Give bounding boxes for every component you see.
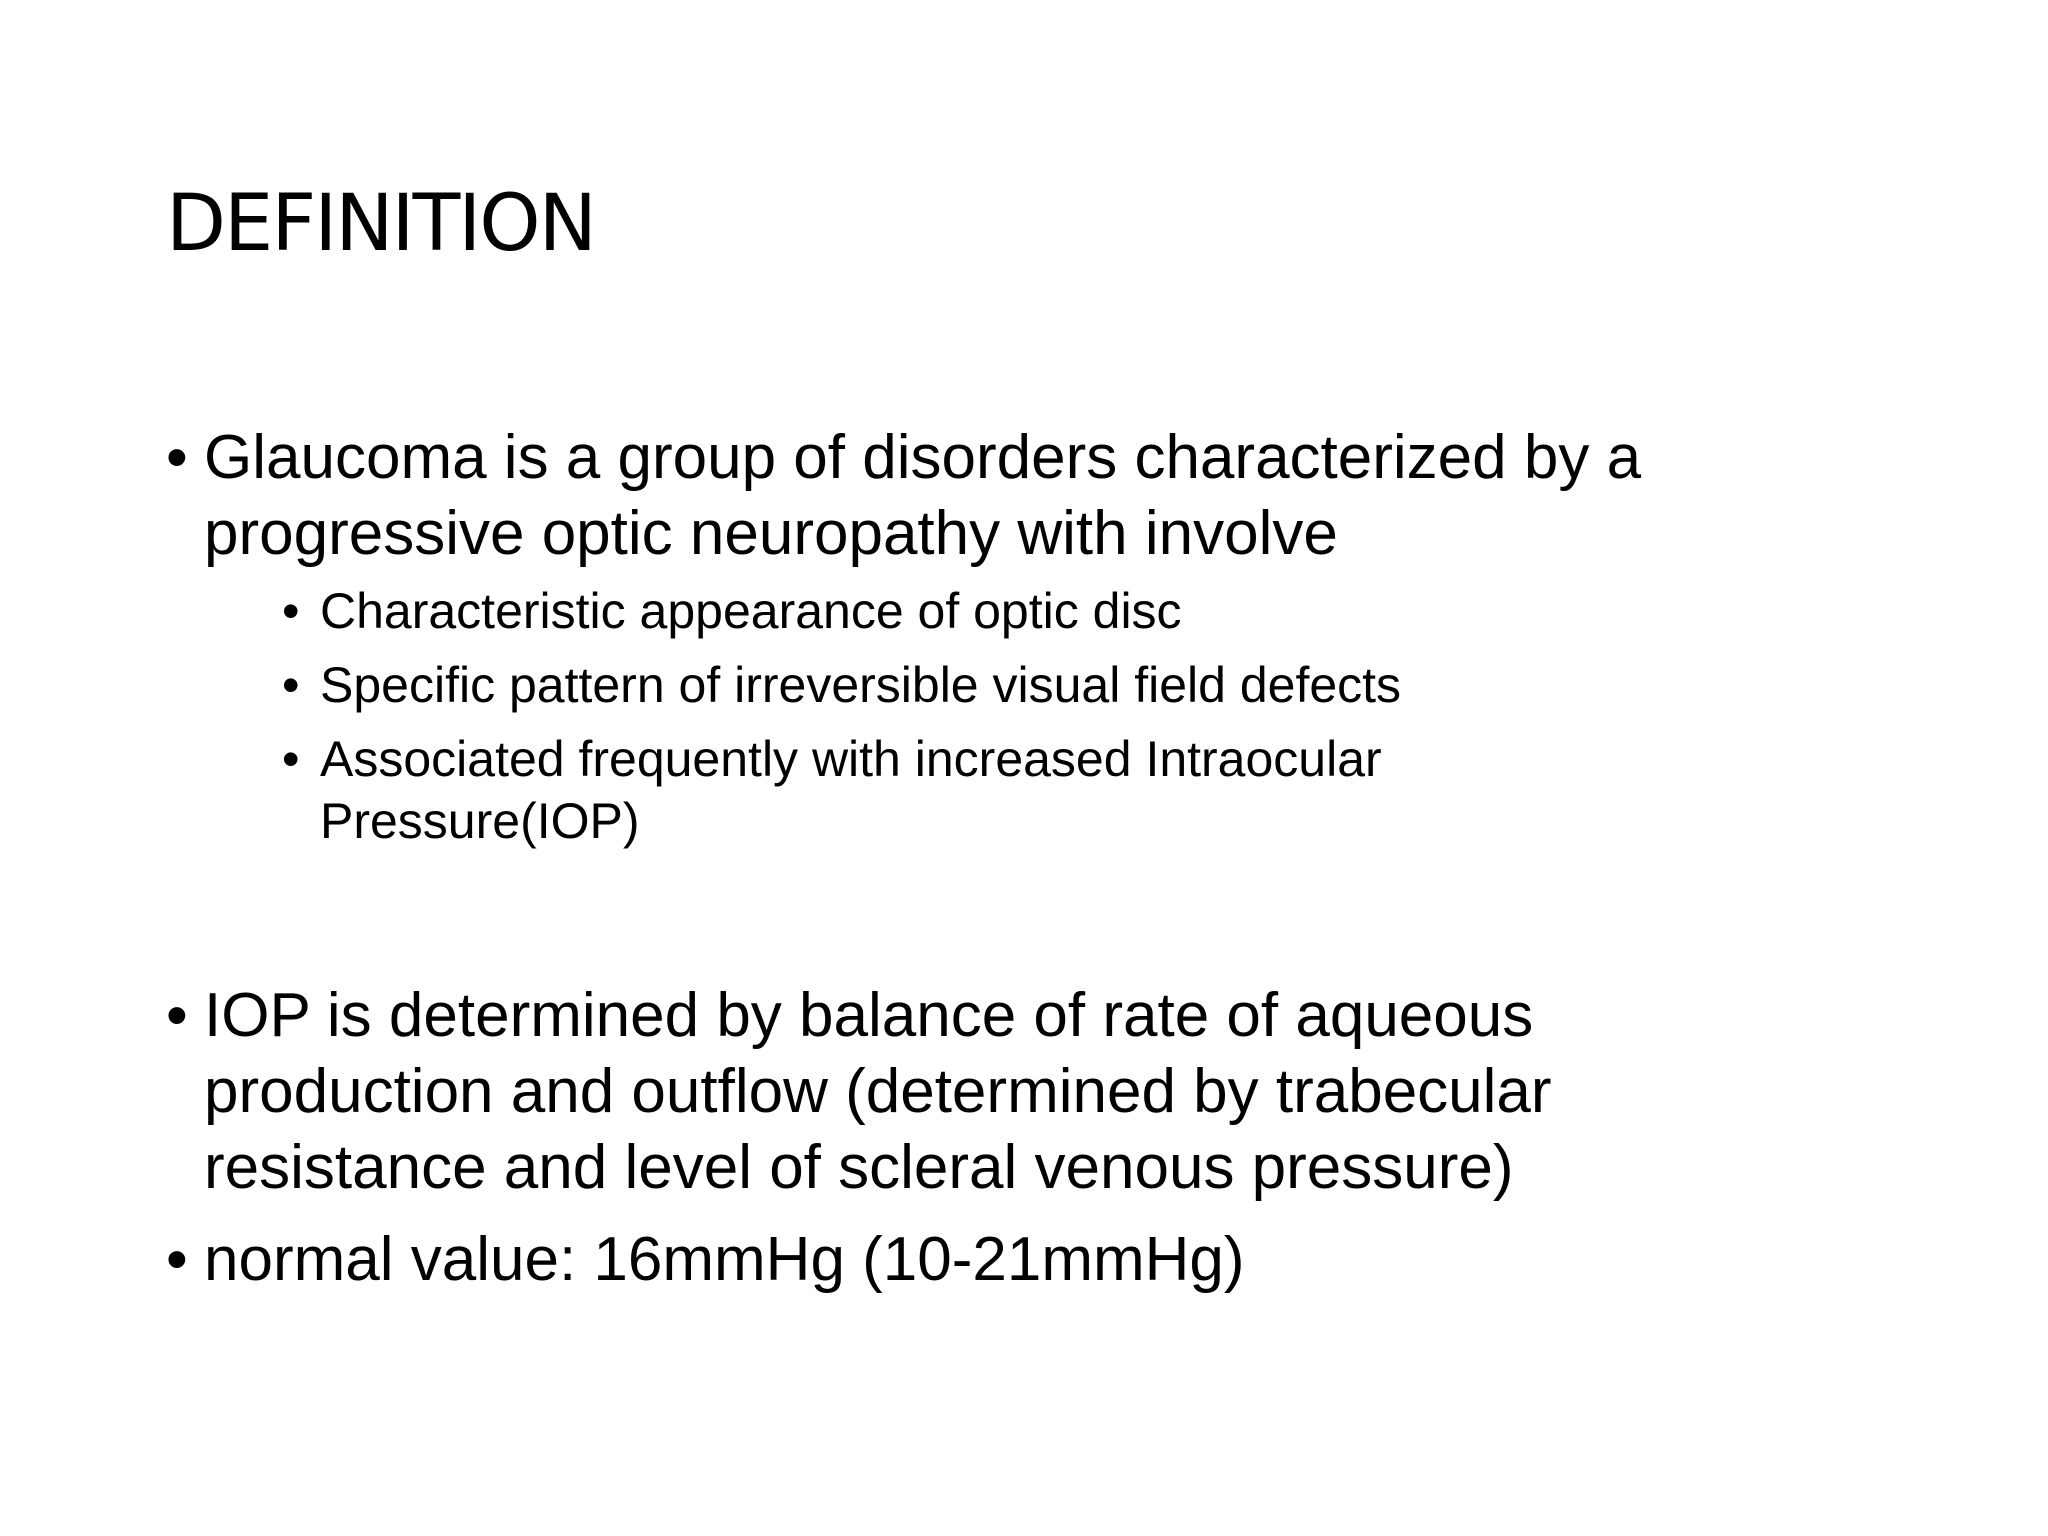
sub-bullet-text: Characteristic appearance of optic disc xyxy=(320,583,1182,639)
slide-title: DEFINITION xyxy=(166,179,595,269)
bullet-text: normal value: 16mmHg (10-21mmHg) xyxy=(204,1225,1245,1294)
bullet-icon: • xyxy=(282,731,300,787)
sub-bullet-text-line: Associated frequently with increased Intraocular xyxy=(320,731,1382,787)
sub-list-item-optic-disc xyxy=(282,580,1946,642)
bullet-text-line: progressive optic neuropathy with involve xyxy=(204,499,1338,568)
iop-list xyxy=(166,978,1946,1314)
sub-bullet-text-line: Pressure(IOP) xyxy=(320,793,640,849)
bullet-text-line: production and outflow (determined by trabecular xyxy=(204,1057,1552,1126)
bullet-text-line: IOP is determined by balance of rate of aqueous xyxy=(204,981,1534,1050)
definition-list xyxy=(166,420,1946,868)
list-item-iop-balance xyxy=(166,978,1946,1206)
sub-list-item-visual-field xyxy=(282,654,1946,716)
bullet-icon: • xyxy=(166,423,188,492)
list-item-normal-value xyxy=(166,1222,1946,1298)
bullet-text-line: resistance and level of scleral venous pressure) xyxy=(204,1133,1514,1202)
sub-bullet-text: Specific pattern of irreversible visual field defects xyxy=(320,657,1402,713)
bullet-icon: • xyxy=(282,583,300,639)
bullet-icon: • xyxy=(282,657,300,713)
bullet-icon: • xyxy=(166,1225,188,1294)
sub-list-features xyxy=(204,580,1946,852)
bullet-text-line: Glaucoma is a group of disorders characterized by a xyxy=(204,423,1642,492)
list-item-glaucoma-definition xyxy=(166,420,1946,852)
bullet-icon: • xyxy=(166,981,188,1050)
sub-list-item-iop xyxy=(282,728,1946,852)
